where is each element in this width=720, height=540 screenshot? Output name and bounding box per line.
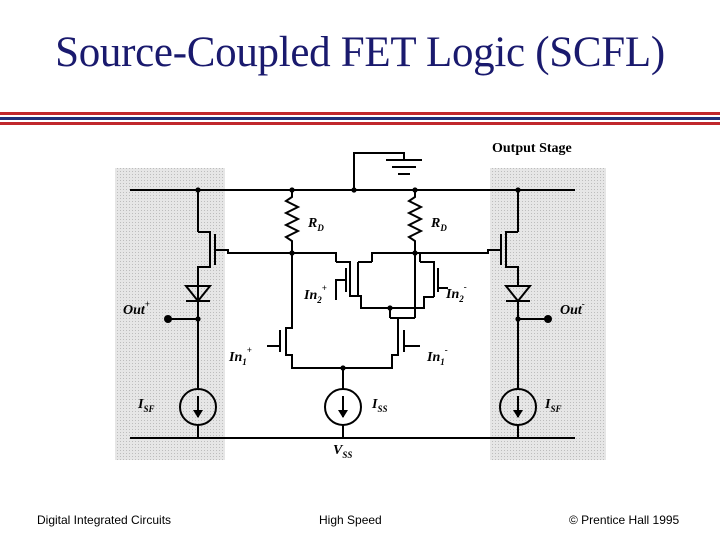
slide-title: Source-Coupled FET Logic (SCFL): [55, 29, 665, 76]
vss-label: $V_{SS}$: [333, 443, 353, 460]
footer-section: High Speed: [319, 513, 382, 527]
footer-copyright: © Prentice Hall 1995: [569, 513, 680, 527]
footer-course-title: Digital Integrated Circuits: [37, 513, 172, 527]
in1-minus-label: $In_1^-$: [427, 345, 448, 367]
iss-label: $I_{SS}$: [372, 397, 388, 414]
in2-minus-label: $In_2^-$: [446, 282, 467, 304]
isf-left-label: $I_{SF}$: [138, 397, 155, 414]
in1-plus-label: $In_1^+$: [229, 345, 252, 367]
rd-right-label: $R_D$: [431, 216, 447, 233]
out-minus-label: Out-: [560, 299, 585, 318]
rd-left-label: $R_D$: [308, 216, 324, 233]
output-stage-shade-right: [490, 168, 606, 460]
in2-plus-label: $In_2^+$: [304, 283, 327, 305]
isf-right-label: $I_{SF}$: [545, 397, 562, 414]
out-plus-label: Out+: [123, 299, 150, 318]
output-stage-label: Output Stage: [492, 141, 572, 156]
